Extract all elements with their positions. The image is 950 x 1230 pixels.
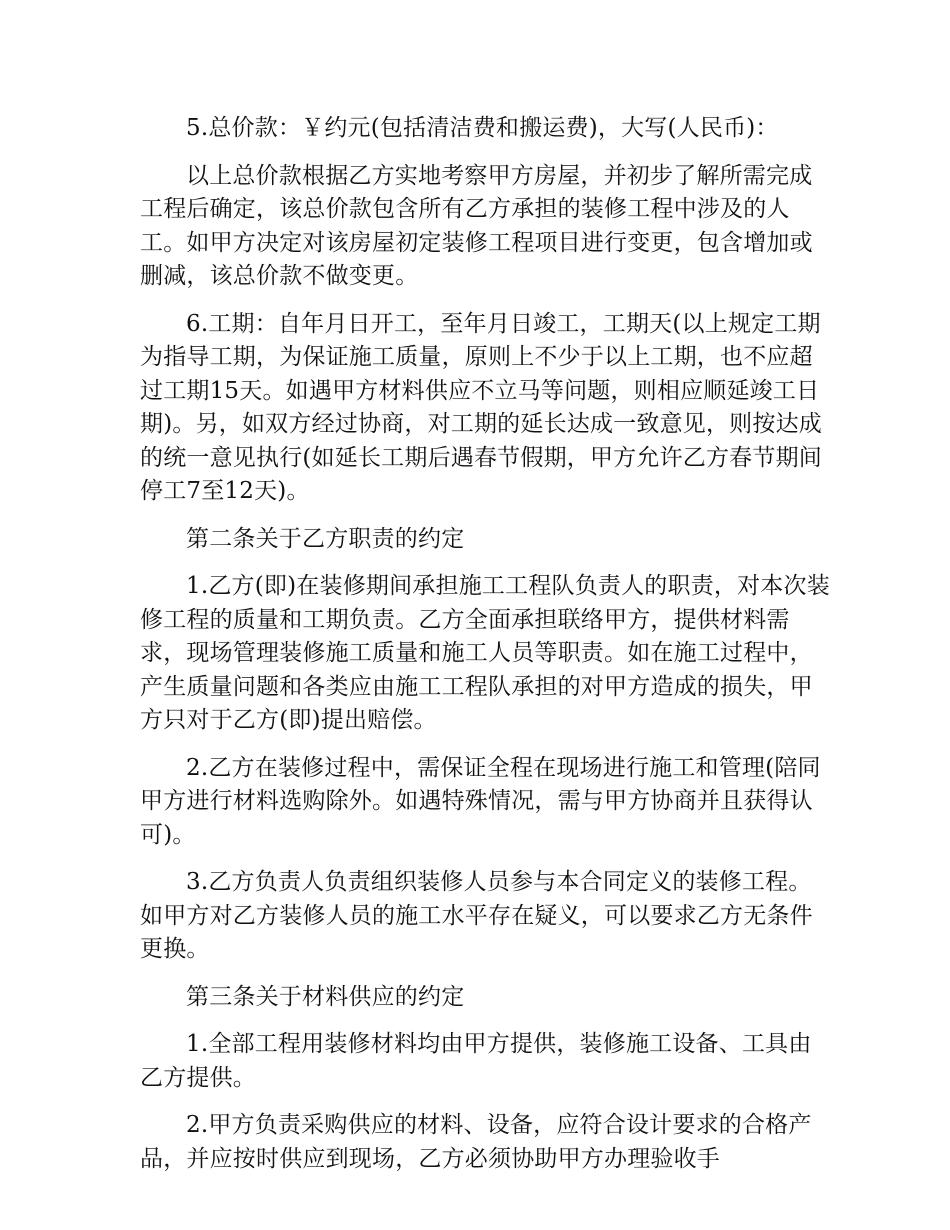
total-price-explanation: 以上总价款根据乙方实地考察甲方房屋，并初步了解所需完成工程后确定，该总价款包含所有乙方承担的装修工程中涉及的人工。如甲方决定对该房屋初定装修工程项目进行变更，包含增加或删减，该总价款不做变更。 <box>140 162 813 289</box>
section-heading-article-2: 第二条关于乙方职责的约定 <box>186 525 465 552</box>
party-b-duty-3: 3.乙方负责人负责组织装修人员参与本合同定义的装修工程。如甲方对乙方装修人员的施工水平存在疑义，可以要求乙方无条件更换。 <box>140 869 813 962</box>
material-supply-2: 2.甲方负责采购供应的材料、设备，应符合设计要求的合格产品，并应按时供应到现场，乙方必须协助甲方办理验收手 <box>140 1112 812 1172</box>
document-page <box>140 112 830 1190</box>
section-heading-article-3: 第三条关于材料供应的约定 <box>186 983 465 1010</box>
party-b-duty-2: 2.乙方在装修过程中，需保证全程在现场进行施工和管理(陪同甲方进行材料选购除外。如遇特殊情况，需与甲方协商并且获得认可)。 <box>140 754 821 848</box>
construction-period-clause: 6.工期：自年月日开工，至年月日竣工，工期天(以上规定工期为指导工期，为保证施工质量，原则上不少于以上工期，也不应超过工期15天。如遇甲方材料供应不立马等问题，则相应顺延竣工日期)。另，如双方经过协商，对工期的延长达成一致意见，则按达成的统一意见执行(如延长工期后遇春节假期，甲方允许乙方春节期间停工7至12天)。 <box>140 310 822 504</box>
total-price-clause: 5.总价款：￥约元(包括清洁费和搬运费)，大写(人民币)： <box>186 115 779 141</box>
party-b-duty-1: 1.乙方(即)在装修期间承担施工工程队负责人的职责，对本次装修工程的质量和工期负责。乙方全面承担联络甲方，提供材料需求，现场管理装修施工质量和施工人员等职责。如在施工过程中，产生质量问题和各类应由施工工程队承担的对甲方造成的损失，甲方只对于乙方(即)提出赔偿。 <box>140 573 830 733</box>
material-supply-1: 1.全部工程用装修材料均由甲方提供，装修施工设备、工具由乙方提供。 <box>140 1031 812 1091</box>
